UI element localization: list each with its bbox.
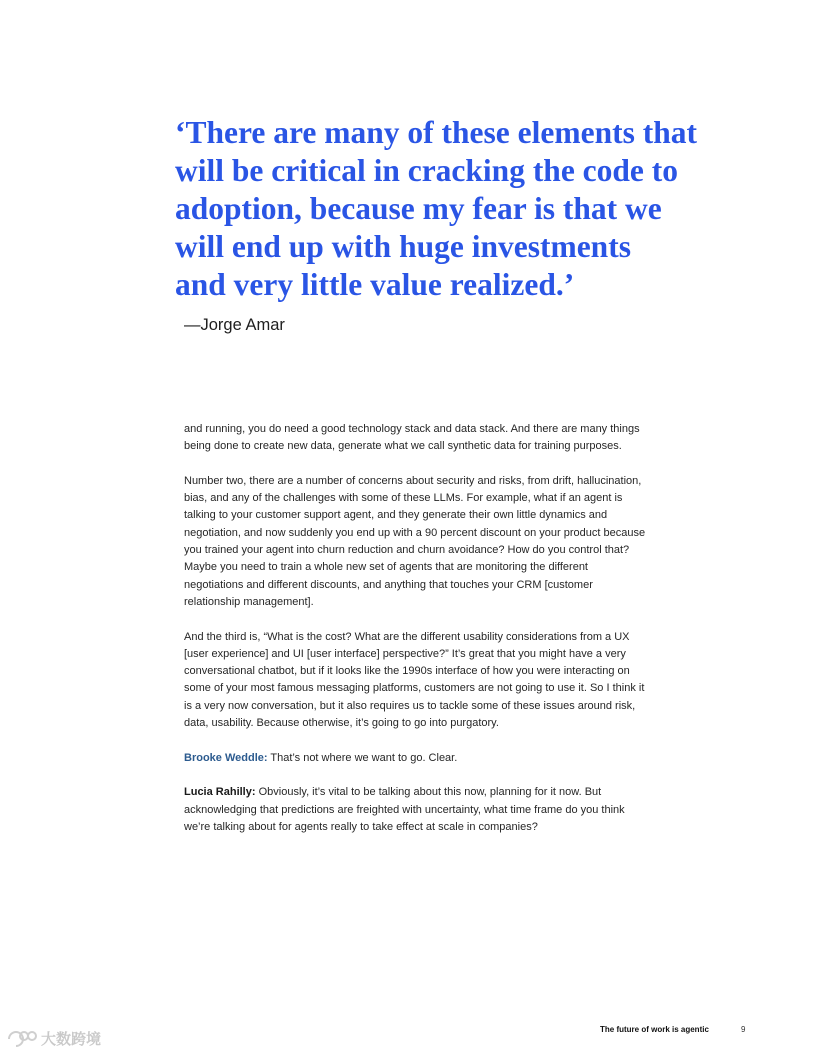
text-line: is a very now conversation, but it also requires us to tackle some of these issues around risk, xyxy=(184,699,636,712)
watermark-logo-icon xyxy=(6,1029,38,1049)
text-line: Maybe you need to train a whole new set of agents that are monitoring the different xyxy=(184,561,588,574)
body-paragraph xyxy=(184,421,704,456)
pull-quote xyxy=(175,114,765,304)
text-line: being done to create new data, generate what we call synthetic data for training purposes. xyxy=(184,440,622,453)
article-body xyxy=(184,421,704,853)
text-line: negotiation, and now suddenly you end up with a 90 percent discount on your product because xyxy=(184,526,646,539)
quote-attribution: —Jorge Amar xyxy=(184,316,285,334)
text-line: bias, and any of the challenges with some of these LLMs. For example, what if an agent is xyxy=(184,492,623,505)
speaker-text: That’s not where we want to go. Clear. xyxy=(267,751,458,764)
text-line: some of your most famous messaging platforms, customers are not going to use it. So I think it xyxy=(184,682,645,695)
text-line: data, usability. Because otherwise, it’s going to go into purgatory. xyxy=(184,717,499,730)
text-line: conversational chatbot, but if it looks like the 1990s interface of how you were interacting on xyxy=(184,665,630,678)
speaker-name: Lucia Rahilly: xyxy=(184,786,256,799)
text-line: and running, you do need a good technology stack and data stack. And there are many things xyxy=(184,423,640,435)
body-paragraph xyxy=(184,629,704,733)
page-number: 9 xyxy=(741,1025,746,1034)
text-line: talking to your customer support agent, and they generate their own little dynamics and xyxy=(184,509,608,522)
text-line: [user experience] and UI [user interface] perspective?” It’s great that you might have a very xyxy=(184,647,626,660)
text-line: And the third is, “What is the cost? What are the different usability considerations from a UX xyxy=(184,630,630,643)
pull-quote-line: adoption, because my fear is that we xyxy=(175,191,662,226)
speaker-name: Brooke Weddle: xyxy=(184,751,268,764)
exchange-brooke xyxy=(184,750,704,767)
text-line: Number two, there are a number of concerns about security and risks, from drift, hallucination, xyxy=(184,474,642,487)
text-line: negotiations and different discounts, and anything that touches your CRM [customer xyxy=(184,578,593,591)
pull-quote-line: will end up with huge investments xyxy=(175,229,631,264)
pull-quote-line: will be critical in cracking the code to xyxy=(175,153,679,188)
text-line: acknowledging that predictions are freighted with uncertainty, what time frame do you think xyxy=(184,803,625,816)
watermark xyxy=(6,1028,101,1049)
pull-quote-line: ‘There are many of these elements that xyxy=(175,115,697,150)
exchange-lucia xyxy=(184,784,704,836)
footer-report-title: The future of work is agentic xyxy=(600,1025,709,1034)
watermark-text: 大数跨境 xyxy=(41,1030,102,1048)
body-paragraph xyxy=(184,473,704,611)
pull-quote-line: and very little value realized.’ xyxy=(175,267,575,302)
text-line: you trained your agent into churn reduction and churn avoidance? How do you control that? xyxy=(184,544,630,557)
text-line: relationship management]. xyxy=(184,595,314,608)
speaker-text: Obviously, it’s vital to be talking about this now, planning for it now. But xyxy=(255,786,602,799)
text-line: we’re talking about for agents really to take effect at scale in companies? xyxy=(184,820,538,833)
